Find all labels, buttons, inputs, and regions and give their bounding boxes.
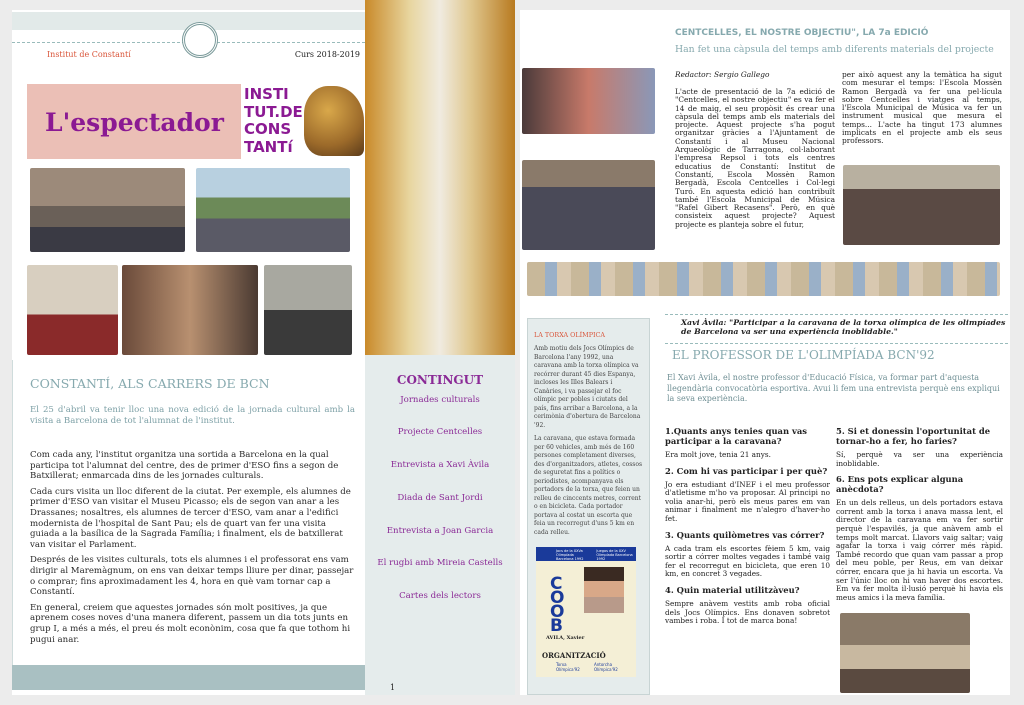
question: 4. Quin material utilitzàveu? xyxy=(665,584,800,595)
photo-parliament xyxy=(27,265,118,355)
photo-sagrada-familia xyxy=(264,265,352,355)
sidebar-title: LA TORXA OLÍMPICA xyxy=(534,331,606,339)
photo-presentation xyxy=(522,68,655,134)
answer: Era molt jove, tenia 21 anys. xyxy=(665,450,771,459)
sidebar-body xyxy=(534,345,643,537)
contents-item[interactable]: Entrevista a Xavi Àvila xyxy=(390,460,490,470)
author: Redactor: Sergio Gallego xyxy=(675,70,770,79)
interview-intro: El Xavi Àvila, el nostre professor d'Educació Física, va formar part d'aquesta llegendària convocatòria esportiva. Avui li fem una entrevista perquè ens expliqui la seva experiència. xyxy=(667,373,1000,403)
question: 3. Quants quilòmetres vas córrer? xyxy=(665,529,825,540)
photo-museum xyxy=(122,265,258,355)
photo-group-monument xyxy=(196,168,350,252)
logo-text: INSTI TUT.DE CONS TANTí xyxy=(244,85,303,156)
paragraph: Amb motiu dels Jocs Olímpics de Barcelona l'any 1992, una caravana amb la torxa olímpica va recórrer durant 45 dies Espanya, incloses les Illes Balears i Canàries, i va passejar el foc olímpic per pobles i ciutats del país, fins arribar a Barcelona, a la cerimònia d'obertura de Barcelona '92. xyxy=(534,345,641,429)
page-number: 1 xyxy=(390,683,396,692)
answer: En un dels relleus, un dels portadors estava corrent amb la torxa i anava massa lent, el director de la caravana em va fer sortir perquè l'espavilés, ja que anàvem amb el temps molt marcat. Llavors vaig saltar; vaig agafar la torxa i vaig córrer més ràpid. També recordo que quan vam passar a prop del meu poble, per Reus, em van deixar córrer, encara que ja hi havia un escorta. Va ser l'únic lloc on hi van haver dos escortes. Em va fer molta il·lusió perquè hi havia els meus amics i la meva família. xyxy=(836,498,1003,602)
masthead-banner xyxy=(27,84,241,159)
school-logo xyxy=(241,84,365,159)
interview-title: EL PROFESSOR DE L'OLIMPÍADA BCN'92 xyxy=(672,348,935,362)
photo-audience xyxy=(522,160,655,250)
question: 2. Com hi vas participar i per què? xyxy=(665,465,828,476)
question: 5. Si et donessin l'oportunitat de tornar-ho a fer, ho faries? xyxy=(836,426,991,446)
centcelles-col2: per això aquest any la temàtica ha sigut com mesurar el temps: l'Escola Mossèn Ramon Bergadà va fer una pel·lícula sobre Centcelles i viatges al temps, l'Escola Municipal de Música va fer un instrument musical que mesura el temps... L'acte ha tingut 173 alumnes implicats en el projecte amb els seus professors. xyxy=(842,70,1002,146)
corridor-photo xyxy=(365,0,515,355)
contents-panel xyxy=(365,355,515,695)
centcelles-headline: CENTCELLES, EL NOSTRE OBJECTIU", LA 7a EDICIÓ xyxy=(675,28,929,38)
contents-item[interactable]: Projecte Centcelles xyxy=(397,427,483,437)
question: 6. Ens pots explicar alguna anècdota? xyxy=(836,474,964,495)
photo-students xyxy=(843,165,1000,245)
centcelles-subheadline: Han fet una càpsula del temps amb diferents materials del projecte xyxy=(675,44,994,55)
paragraph: La caravana, que estava formada per 60 vehicles, amb més de 160 persones completament diverses, des d'organitzadors, atletes, cossos de seguretat fins a polítics o periodistes, acompanyava els portadors de la torxa, que feien un relleu de cinccents metres, corrent o en bicicleta. Cada portador portava al costat un escorta que feia un recorregut d'uns 5 km en cada relleu. xyxy=(534,435,643,536)
course-year: Curs 2018-2019 xyxy=(294,50,360,59)
header-ring-icon xyxy=(182,22,218,58)
answer: Sempre anàvem vestits amb roba oficial dels Jocs Olímpics. Ens donaven sobretot vambes i roba. I tot de marca bona! xyxy=(665,598,830,626)
badge-org: COOB xyxy=(550,574,565,636)
paragraph: Com cada any, l'institut organitza una sortida a Barcelona en la qual participa tot l'alumnat del centre, des de primer d'ESO fins a segon de Batxillerat; enmarcada dins de les jornades culturals. xyxy=(30,450,339,482)
article-intro: El 25 d'abril va tenir lloc una nova edició de la jornada cultural amb la visita a Barcelona de tot l'alumnat de l'institut. xyxy=(30,405,355,426)
paragraph: Després de les visites culturals, tots els alumnes i el professorat ens vam dirigir al Maremàgnum, on ens van deixar temps lliure per dinar, passejar o comprar; fins aproximadament les 4, hora en què vam tornar cap a Constantí. xyxy=(30,555,354,598)
contents-title: CONTINGUT xyxy=(396,373,484,387)
contents-item[interactable]: Jornades culturals xyxy=(400,395,480,405)
pull-quote: Xavi Àvila: "Participar a la caravana de la torxa olímpica de les olimpíades de Barcelona va ser una experiència inoblidable." xyxy=(681,318,1006,336)
badge-header xyxy=(536,547,636,561)
photo-time-capsule-banner xyxy=(527,262,1000,296)
qa-col1 xyxy=(665,420,830,632)
paragraph: En general, creiem que aquestes jornades són molt positives, ja que aprenem coses noves d'una manera diferent, passem un dia tots junts en grup I, a més a més, el preu és molt econònim, cosa que fa que tothom hi pugui anar. xyxy=(30,602,351,645)
badge-torch-ca: Torxa Olímpica'92 xyxy=(556,662,580,672)
badge-role: ORGANITZACIÓ xyxy=(542,651,606,660)
quote-box xyxy=(665,314,1008,344)
photo-group-street xyxy=(30,168,185,252)
answer: Jo era estudiant d'INEF i el meu professor d'atletisme m'ho va proposar. Al principi no volia anar-hi, però els meus pares em van animar i finalment me n'alegro d'haver-ho fet. xyxy=(665,479,830,523)
school-name: Institut de Constantí xyxy=(47,50,131,59)
answer: A cada tram els escortes fèiem 5 km, vaig sortir a córrer moltes vegades i també vaig fer el recorregut en bicicleta, que eren 10 km, en concret 3 vegades. xyxy=(665,543,830,579)
badge-photo xyxy=(584,567,624,613)
answer: Sí, perquè va ser una experiència inoblidable. xyxy=(836,450,1003,468)
lion-logo-icon xyxy=(304,86,364,156)
accreditation-badge xyxy=(536,547,636,677)
contents-item[interactable]: Entrevista a Joan Garcia xyxy=(386,526,494,536)
centcelles-col1: L'acte de presentació de la 7a edició de "Centcelles, el nostre objectiu" es va fer el 14 de maig, el seu propòsit és crear una càpsula del temps amb els materials del projecte. Aquest projecte s'ha pogut organitzar gràcies a l'Ajuntament de Constantí i al Museu Nacional Arqueològic de Tarragona, col·laborant l'empresa Repsol i tots els centres educatius de Constantí: Institut de Constantí, Escola Mossèn Ramon Bergadà, Escola Centcelles i Col·legi Turó. En aquesta edició han contribuït també l'Escola Municipal de Música "Rafel Gibert Recasens". Però, en què consisteix aquest projecte? Aquest projecte es planteja sobre el futur, xyxy=(675,87,835,229)
article-body xyxy=(30,450,355,650)
contents-item[interactable]: Cartes dels lectors xyxy=(399,591,481,601)
paragraph: Cada curs visita un lloc diferent de la ciutat. Per exemple, els alumnes de primer d'ESO van visitar el Museu Picasso; els de segon van anar a les Drassanes; nosaltres, els alumnes de tercer d'ESO, vam anar a l'edifici modernista de l'hospital de Sant Pau; els de quart van fer una visita guiada a la basílica de la Sagrada Família; i finalment, els de batxillerat van visitar el Parlament. xyxy=(30,486,351,550)
article-headline: CONSTANTÍ, ALS CARRERS DE BCN xyxy=(30,376,270,391)
badge-header-es: Juegos de la XXV Olimpíada Barcelona 1992 xyxy=(596,549,633,561)
contents-item[interactable]: El rugbi amb Mireia Castells xyxy=(377,558,503,568)
footer-band xyxy=(12,665,365,690)
badge-header-ca: Jocs de la XXVa Olimpíada Barcelona 1992 xyxy=(556,549,584,561)
right-page xyxy=(520,10,1010,695)
contents-item[interactable]: Diada de Sant Jordi xyxy=(397,493,483,503)
badge-name: AVILA, Xavier xyxy=(546,635,585,641)
left-rule xyxy=(12,360,13,665)
question: 1.Quants anys tenies quan vas participar a la caravana? xyxy=(665,426,807,446)
qa-col2 xyxy=(836,420,1003,608)
torch-sidebar xyxy=(527,318,650,695)
photo-torch-relay xyxy=(840,613,970,693)
left-page xyxy=(12,10,365,695)
badge-torch-es: Antorcha Olímpica'92 xyxy=(594,662,618,672)
masthead-title: L'espectador xyxy=(45,108,224,137)
